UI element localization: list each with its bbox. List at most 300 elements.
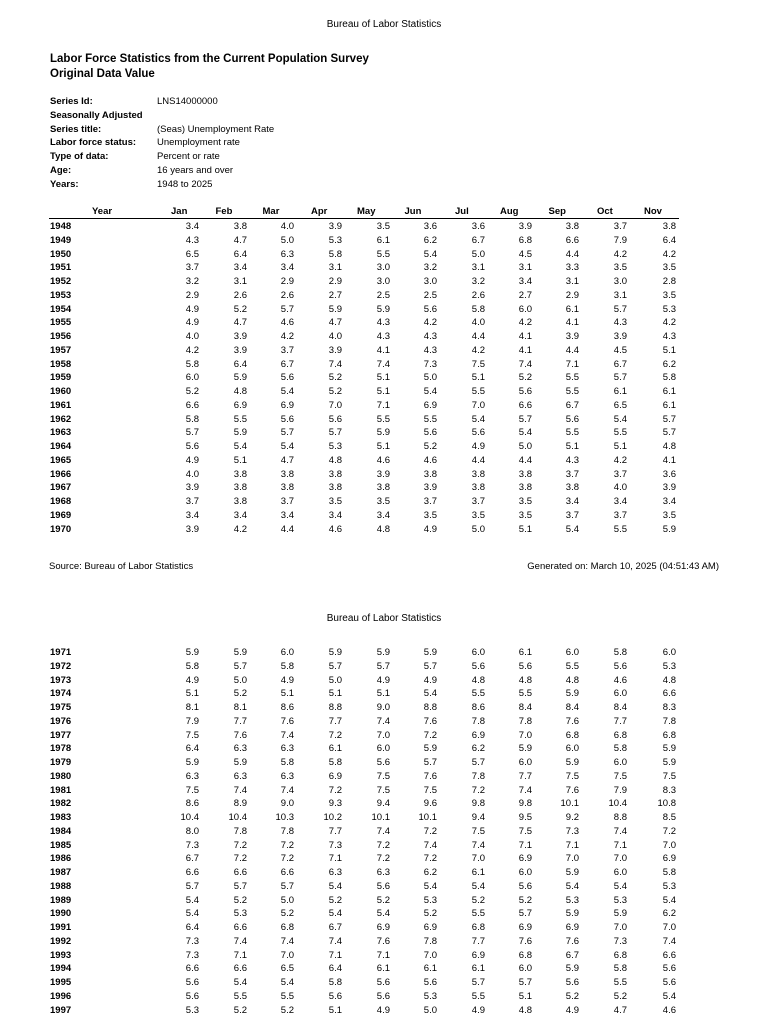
value-cell-jun: 2.5 xyxy=(423,289,437,301)
value-cell-oct: 4.2 xyxy=(613,454,627,466)
column-header-nov: Nov xyxy=(644,206,662,217)
value-cell-oct: 4.2 xyxy=(613,248,627,260)
value-cell-jun: 5.6 xyxy=(423,977,437,988)
value-cell-oct: 7.3 xyxy=(613,935,627,947)
value-cell-jan: 5.6 xyxy=(185,441,199,452)
value-cell-apr: 5.9 xyxy=(328,647,342,658)
value-cell-sep: 4.8 xyxy=(565,674,579,686)
value-cell-oct: 7.9 xyxy=(613,234,627,246)
value-cell-may: 7.1 xyxy=(376,949,390,961)
table-row xyxy=(49,771,679,785)
value-cell-apr: 5.2 xyxy=(328,386,342,397)
table-row xyxy=(49,414,679,428)
value-cell-jun: 8.8 xyxy=(423,702,437,713)
value-cell-jul: 3.1 xyxy=(471,262,485,274)
value-cell-jul: 7.5 xyxy=(471,825,485,837)
value-cell-oct: 5.8 xyxy=(613,647,627,658)
value-cell-jul: 9.8 xyxy=(471,798,485,810)
value-cell-mar: 5.7 xyxy=(280,427,294,439)
value-cell-may: 3.5 xyxy=(376,496,390,507)
value-cell-jun: 5.4 xyxy=(423,688,437,700)
value-cell-may: 7.6 xyxy=(376,935,390,947)
meta-label: Labor force status: xyxy=(50,137,137,149)
value-cell-aug: 6.6 xyxy=(518,399,532,411)
value-cell-mar: 5.2 xyxy=(280,908,294,920)
value-cell-oct: 7.0 xyxy=(613,922,627,933)
value-cell-feb: 4.7 xyxy=(233,234,247,246)
value-cell-nov: 7.2 xyxy=(662,825,676,837)
value-cell-may: 5.1 xyxy=(376,386,390,397)
meta-label: Type of data: xyxy=(50,151,109,163)
table-row xyxy=(49,290,679,304)
value-cell-may: 4.1 xyxy=(376,344,390,356)
value-cell-aug: 6.0 xyxy=(518,303,532,315)
value-cell-nov: 5.9 xyxy=(662,743,676,755)
year-cell: 1952 xyxy=(50,276,72,287)
value-cell-feb: 5.5 xyxy=(233,413,247,425)
column-header-may: May xyxy=(357,206,376,217)
value-cell-feb: 2.6 xyxy=(233,289,247,301)
value-cell-nov: 3.4 xyxy=(662,496,676,507)
value-cell-feb: 6.4 xyxy=(233,248,247,260)
year-cell: 1971 xyxy=(50,647,72,658)
value-cell-jun: 6.1 xyxy=(423,963,437,975)
value-cell-jun: 5.4 xyxy=(423,248,437,260)
column-header-jan: Jan xyxy=(171,206,188,217)
value-cell-sep: 7.6 xyxy=(565,715,579,727)
value-cell-jan: 3.2 xyxy=(185,276,199,287)
value-cell-mar: 3.7 xyxy=(280,496,294,507)
value-cell-mar: 10.3 xyxy=(275,812,294,823)
table-row xyxy=(49,455,679,469)
value-cell-may: 7.4 xyxy=(376,825,390,837)
value-cell-jun: 3.5 xyxy=(423,509,437,521)
value-cell-jan: 4.0 xyxy=(185,331,199,342)
value-cell-jan: 6.4 xyxy=(185,743,199,755)
value-cell-aug: 3.8 xyxy=(518,468,532,480)
value-cell-may: 7.4 xyxy=(376,358,390,370)
value-cell-jan: 5.4 xyxy=(185,894,199,906)
table-row xyxy=(49,757,679,771)
year-cell: 1957 xyxy=(50,344,72,356)
year-cell: 1991 xyxy=(50,922,72,933)
value-cell-apr: 6.4 xyxy=(328,963,342,975)
value-cell-feb: 4.7 xyxy=(233,317,247,329)
value-cell-apr: 3.9 xyxy=(328,344,342,356)
value-cell-feb: 5.9 xyxy=(233,647,247,658)
value-cell-jan: 5.8 xyxy=(185,358,199,370)
value-cell-aug: 3.9 xyxy=(518,221,532,232)
value-cell-jun: 5.3 xyxy=(423,990,437,1002)
value-cell-apr: 7.3 xyxy=(328,839,342,851)
value-cell-oct: 5.1 xyxy=(613,441,627,452)
value-cell-nov: 6.2 xyxy=(662,908,676,920)
value-cell-aug: 6.0 xyxy=(518,963,532,975)
value-cell-sep: 5.4 xyxy=(565,523,579,535)
value-cell-aug: 5.0 xyxy=(518,441,532,452)
value-cell-jul: 5.5 xyxy=(471,908,485,920)
value-cell-jan: 5.6 xyxy=(185,977,199,988)
value-cell-jan: 3.9 xyxy=(185,482,199,494)
value-cell-mar: 5.8 xyxy=(280,757,294,768)
value-cell-jul: 6.0 xyxy=(471,647,485,658)
value-cell-nov: 5.7 xyxy=(662,427,676,439)
value-cell-oct: 6.8 xyxy=(613,949,627,961)
value-cell-feb: 4.2 xyxy=(233,523,247,535)
year-cell: 1990 xyxy=(50,908,72,920)
table-row xyxy=(49,922,679,936)
value-cell-nov: 5.8 xyxy=(662,867,676,878)
value-cell-oct: 7.9 xyxy=(613,784,627,796)
table-row xyxy=(49,524,679,538)
value-cell-jan: 5.8 xyxy=(185,660,199,672)
value-cell-apr: 5.7 xyxy=(328,427,342,439)
value-cell-jul: 6.8 xyxy=(471,922,485,933)
value-cell-feb: 3.8 xyxy=(233,496,247,507)
value-cell-sep: 5.6 xyxy=(565,977,579,988)
table-row xyxy=(49,977,679,991)
value-cell-apr: 3.8 xyxy=(328,482,342,494)
value-cell-aug: 5.2 xyxy=(518,372,532,384)
value-cell-sep: 4.9 xyxy=(565,1004,579,1016)
value-cell-jul: 5.2 xyxy=(471,894,485,906)
value-cell-mar: 7.0 xyxy=(280,949,294,961)
value-cell-jul: 5.4 xyxy=(471,880,485,892)
value-cell-aug: 6.0 xyxy=(518,867,532,878)
value-cell-nov: 5.9 xyxy=(662,757,676,768)
value-cell-jul: 5.0 xyxy=(471,523,485,535)
value-cell-jun: 7.4 xyxy=(423,839,437,851)
value-cell-jan: 8.1 xyxy=(185,702,199,713)
value-cell-sep: 9.2 xyxy=(565,812,579,823)
value-cell-aug: 4.1 xyxy=(518,344,532,356)
value-cell-sep: 6.1 xyxy=(565,303,579,315)
value-cell-jun: 3.9 xyxy=(423,482,437,494)
value-cell-jan: 4.2 xyxy=(185,344,199,356)
value-cell-mar: 6.7 xyxy=(280,358,294,370)
value-cell-mar: 5.2 xyxy=(280,1004,294,1016)
value-cell-sep: 5.1 xyxy=(565,441,579,452)
meta-row xyxy=(50,123,274,137)
value-cell-sep: 5.2 xyxy=(565,990,579,1002)
value-cell-sep: 8.4 xyxy=(565,702,579,713)
value-cell-jun: 5.6 xyxy=(423,303,437,315)
value-cell-nov: 5.4 xyxy=(662,990,676,1002)
column-header-apr: Apr xyxy=(311,206,328,217)
table-row xyxy=(49,345,679,359)
value-cell-sep: 6.9 xyxy=(565,922,579,933)
value-cell-aug: 7.4 xyxy=(518,784,532,796)
value-cell-mar: 4.2 xyxy=(280,331,294,342)
value-cell-jun: 5.0 xyxy=(423,1004,437,1016)
year-cell: 1983 xyxy=(50,812,72,823)
table-row xyxy=(49,249,679,263)
value-cell-jun: 5.7 xyxy=(423,660,437,672)
value-cell-feb: 5.5 xyxy=(233,990,247,1002)
value-cell-sep: 7.3 xyxy=(565,825,579,837)
value-cell-jul: 4.2 xyxy=(471,344,485,356)
value-cell-oct: 5.5 xyxy=(613,427,627,439)
year-cell: 1981 xyxy=(50,784,72,796)
value-cell-jul: 6.9 xyxy=(471,729,485,741)
value-cell-jul: 7.5 xyxy=(471,358,485,370)
value-cell-aug: 4.8 xyxy=(518,674,532,686)
value-cell-sep: 3.7 xyxy=(565,509,579,521)
value-cell-apr: 5.4 xyxy=(328,880,342,892)
value-cell-sep: 2.9 xyxy=(565,289,579,301)
value-cell-apr: 7.7 xyxy=(328,715,342,727)
value-cell-mar: 5.5 xyxy=(280,990,294,1002)
table-row xyxy=(49,908,679,922)
value-cell-jan: 3.4 xyxy=(185,509,199,521)
value-cell-jan: 8.0 xyxy=(185,825,199,837)
value-cell-may: 4.8 xyxy=(376,523,390,535)
value-cell-feb: 6.3 xyxy=(233,743,247,755)
value-cell-mar: 5.4 xyxy=(280,441,294,452)
value-cell-aug: 2.7 xyxy=(518,289,532,301)
value-cell-sep: 5.9 xyxy=(565,757,579,768)
value-cell-oct: 5.7 xyxy=(613,372,627,384)
year-cell: 1965 xyxy=(50,454,72,466)
value-cell-jul: 3.8 xyxy=(471,482,485,494)
value-cell-jun: 3.2 xyxy=(423,262,437,274)
meta-label: Series title: xyxy=(50,123,102,135)
year-cell: 1956 xyxy=(50,331,72,342)
value-cell-jan: 6.0 xyxy=(185,372,199,384)
value-cell-jul: 5.1 xyxy=(471,372,485,384)
value-cell-aug: 6.9 xyxy=(518,853,532,865)
footer-source: Source: Bureau of Labor Statistics xyxy=(49,561,194,572)
value-cell-feb: 7.6 xyxy=(233,729,247,741)
value-cell-jun: 7.2 xyxy=(423,853,437,865)
column-header-jul: Jul xyxy=(455,206,469,217)
value-cell-nov: 5.3 xyxy=(662,880,676,892)
meta-value: (Seas) Unemployment Rate xyxy=(157,123,275,135)
table-row xyxy=(49,716,679,730)
year-cell: 1979 xyxy=(50,757,72,768)
value-cell-apr: 3.8 xyxy=(328,468,342,480)
value-cell-jul: 5.5 xyxy=(471,688,485,700)
value-cell-apr: 6.9 xyxy=(328,770,342,782)
table-row xyxy=(49,304,679,318)
value-cell-jan: 5.7 xyxy=(185,880,199,892)
value-cell-sep: 3.4 xyxy=(565,496,579,507)
value-cell-mar: 7.4 xyxy=(280,935,294,947)
value-cell-jun: 4.9 xyxy=(423,674,437,686)
value-cell-jun: 6.9 xyxy=(423,922,437,933)
value-cell-jun: 7.5 xyxy=(423,784,437,796)
value-cell-jun: 3.8 xyxy=(423,468,437,480)
value-cell-feb: 6.3 xyxy=(233,770,247,782)
table-row xyxy=(49,482,679,496)
table-row xyxy=(49,276,679,290)
page-header: Bureau of Labor Statistics xyxy=(326,19,442,30)
value-cell-nov: 5.3 xyxy=(662,303,676,315)
value-cell-sep: 4.3 xyxy=(565,454,579,466)
value-cell-sep: 6.8 xyxy=(565,729,579,741)
value-cell-jan: 5.4 xyxy=(185,908,199,920)
value-cell-jun: 5.9 xyxy=(423,743,437,755)
value-cell-may: 3.4 xyxy=(376,509,390,521)
value-cell-jun: 4.3 xyxy=(423,344,437,356)
column-header-feb: Feb xyxy=(215,206,233,217)
value-cell-apr: 5.8 xyxy=(328,977,342,988)
value-cell-nov: 8.3 xyxy=(662,784,676,796)
year-cell: 1985 xyxy=(50,839,72,851)
value-cell-apr: 5.3 xyxy=(328,441,342,452)
value-cell-sep: 6.0 xyxy=(565,743,579,755)
value-cell-mar: 7.4 xyxy=(280,784,294,796)
year-cell: 1960 xyxy=(50,386,72,397)
value-cell-may: 5.6 xyxy=(376,977,390,988)
value-cell-jul: 7.4 xyxy=(471,839,485,851)
value-cell-mar: 3.8 xyxy=(280,482,294,494)
table-row xyxy=(49,496,679,510)
value-cell-may: 5.9 xyxy=(376,303,390,315)
value-cell-apr: 3.9 xyxy=(328,221,342,232)
meta-row xyxy=(50,150,274,164)
value-cell-feb: 5.7 xyxy=(233,660,247,672)
value-cell-jul: 6.7 xyxy=(471,234,485,246)
year-cell: 1992 xyxy=(50,935,72,947)
value-cell-jan: 4.9 xyxy=(185,454,199,466)
value-cell-feb: 3.9 xyxy=(233,331,247,342)
value-cell-feb: 8.1 xyxy=(233,702,247,713)
value-cell-nov: 10.8 xyxy=(657,798,676,810)
year-cell: 1982 xyxy=(50,798,72,810)
value-cell-mar: 5.0 xyxy=(280,234,294,246)
value-cell-feb: 6.9 xyxy=(233,399,247,411)
value-cell-may: 6.0 xyxy=(376,743,390,755)
value-cell-sep: 4.4 xyxy=(565,248,579,260)
value-cell-feb: 5.2 xyxy=(233,894,247,906)
table-row xyxy=(49,853,679,867)
document-title xyxy=(50,52,369,82)
year-cell: 1988 xyxy=(50,880,72,892)
meta-row xyxy=(50,109,274,123)
value-cell-jun: 7.6 xyxy=(423,715,437,727)
value-cell-may: 7.5 xyxy=(376,784,390,796)
value-cell-mar: 2.6 xyxy=(280,289,294,301)
value-cell-jun: 5.0 xyxy=(423,372,437,384)
value-cell-may: 7.0 xyxy=(376,729,390,741)
table-row xyxy=(49,441,679,455)
value-cell-jul: 8.6 xyxy=(471,702,485,713)
value-cell-mar: 6.8 xyxy=(280,922,294,933)
year-cell: 1993 xyxy=(50,949,72,961)
table-row xyxy=(49,702,679,716)
value-cell-jun: 6.9 xyxy=(423,399,437,411)
value-cell-apr: 2.9 xyxy=(328,276,342,287)
meta-label: Age: xyxy=(50,164,72,176)
value-cell-jan: 8.6 xyxy=(185,798,199,810)
value-cell-nov: 3.5 xyxy=(662,289,676,301)
value-cell-mar: 7.2 xyxy=(280,839,294,851)
value-cell-oct: 3.7 xyxy=(613,221,627,232)
table-row xyxy=(49,826,679,840)
value-cell-jul: 7.8 xyxy=(471,715,485,727)
value-cell-jun: 6.2 xyxy=(423,867,437,878)
value-cell-sep: 6.7 xyxy=(565,949,579,961)
value-cell-jul: 5.7 xyxy=(471,757,485,768)
value-cell-jan: 7.3 xyxy=(185,839,199,851)
value-cell-sep: 5.9 xyxy=(565,908,579,920)
value-cell-nov: 3.5 xyxy=(662,509,676,521)
value-cell-aug: 3.5 xyxy=(518,509,532,521)
value-cell-sep: 6.0 xyxy=(565,647,579,658)
value-cell-jul: 7.2 xyxy=(471,784,485,796)
column-header-year: Year xyxy=(92,206,113,217)
value-cell-aug: 7.7 xyxy=(518,770,532,782)
value-cell-jul: 3.5 xyxy=(471,509,485,521)
value-cell-apr: 7.0 xyxy=(328,399,342,411)
value-cell-jul: 5.6 xyxy=(471,427,485,439)
value-cell-aug: 9.8 xyxy=(518,798,532,810)
value-cell-jun: 10.1 xyxy=(418,812,437,823)
value-cell-jul: 5.5 xyxy=(471,386,485,397)
year-cell: 1961 xyxy=(50,399,72,411)
value-cell-jul: 5.0 xyxy=(471,248,485,260)
value-cell-nov: 3.6 xyxy=(662,468,676,480)
year-cell: 1972 xyxy=(50,660,72,672)
value-cell-apr: 6.3 xyxy=(328,867,342,878)
value-cell-jan: 10.4 xyxy=(180,812,199,823)
value-cell-apr: 5.3 xyxy=(328,234,342,246)
year-cell: 1978 xyxy=(50,743,72,755)
value-cell-jul: 7.0 xyxy=(471,853,485,865)
year-cell: 1954 xyxy=(50,303,72,315)
value-cell-may: 3.9 xyxy=(376,468,390,480)
value-cell-apr: 5.2 xyxy=(328,372,342,384)
value-cell-may: 3.0 xyxy=(376,276,390,287)
value-cell-may: 5.6 xyxy=(376,880,390,892)
value-cell-jun: 3.6 xyxy=(423,221,437,232)
table-row xyxy=(49,400,679,414)
value-cell-jul: 4.0 xyxy=(471,317,485,329)
value-cell-sep: 5.9 xyxy=(565,867,579,878)
value-cell-jul: 9.4 xyxy=(471,812,485,823)
value-cell-oct: 3.5 xyxy=(613,262,627,274)
year-cell: 1984 xyxy=(50,825,72,837)
value-cell-mar: 9.0 xyxy=(280,798,294,810)
table-row xyxy=(49,840,679,854)
value-cell-apr: 5.0 xyxy=(328,674,342,686)
year-cell: 1975 xyxy=(50,702,72,713)
value-cell-nov: 5.6 xyxy=(662,963,676,975)
value-cell-mar: 5.8 xyxy=(280,660,294,672)
value-cell-may: 7.2 xyxy=(376,839,390,851)
value-cell-jan: 4.9 xyxy=(185,674,199,686)
value-cell-apr: 7.1 xyxy=(328,853,342,865)
value-cell-feb: 6.6 xyxy=(233,867,247,878)
value-cell-jan: 6.7 xyxy=(185,853,199,865)
value-cell-feb: 5.9 xyxy=(233,427,247,439)
value-cell-sep: 5.6 xyxy=(565,413,579,425)
value-cell-feb: 6.6 xyxy=(233,963,247,975)
value-cell-may: 7.1 xyxy=(376,399,390,411)
value-cell-apr: 3.5 xyxy=(328,496,342,507)
value-cell-apr: 9.3 xyxy=(328,798,342,810)
value-cell-oct: 7.5 xyxy=(613,770,627,782)
value-cell-aug: 7.0 xyxy=(518,729,532,741)
year-cell: 1994 xyxy=(50,963,72,975)
year-cell: 1951 xyxy=(50,262,72,274)
value-cell-mar: 4.7 xyxy=(280,454,294,466)
value-cell-jan: 5.1 xyxy=(185,688,199,700)
value-cell-may: 5.5 xyxy=(376,248,390,260)
value-cell-mar: 5.4 xyxy=(280,977,294,988)
value-cell-jun: 5.6 xyxy=(423,427,437,439)
